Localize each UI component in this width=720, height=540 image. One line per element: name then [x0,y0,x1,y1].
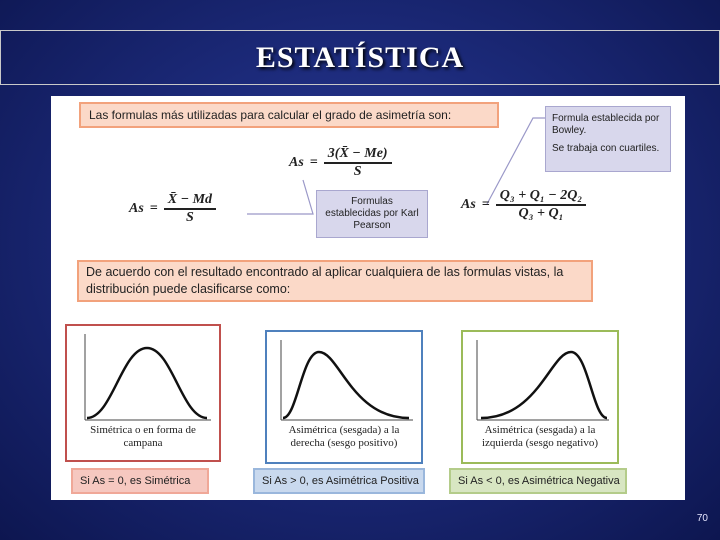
panel-negative-skew [461,330,619,464]
panel-symmetric [65,324,221,462]
formula-bowley: As = $\frac{\text{Q₃ + Q₁ − 2Q₂}}{\text{Q₃ + Q₁}}$ [461,188,586,222]
formula-pearson-2: As = $\frac{X̄ - Md}{S}$ [129,192,216,226]
formula-denominator: S [353,164,362,179]
panel-positive-skew [265,330,423,464]
panel-caption: Asimétrica (sesgada) a la izquierda (sesgo negativo) [481,424,599,449]
formula-denominator: S [186,210,194,225]
classification-text: De acuerdo con el resultado encontrado al aplicar cualquiera de las formulas vistas, la distribución puede clasificarse como: [86,265,564,296]
slide-content [51,96,685,500]
bowley-note-line1: Formula establecida por Bowley. [552,113,660,136]
tag-text: Si As > 0, es Asimétrica Positiva [262,475,419,487]
classification-box [77,260,593,302]
page-number: 70 [696,513,708,524]
page-title: ESTATÍSTICA [255,40,465,74]
tag-positive [253,468,425,494]
formula-lhs: As [289,155,304,170]
formula-denominator: Q₃ + Q₁ [518,206,564,221]
formula-lhs: As [129,201,144,216]
formula-numerator: 3(X̄ − Me) [324,146,392,164]
formula-pearson-1: As = $\frac{3(X̄ - Me)}{S}$ [289,146,392,180]
bowley-note-line2: Se trabaja con cuartiles. [552,143,660,154]
pearson-note [316,190,428,238]
formula-numerator: Q₃ + Q₁ − 2Q₂ [496,188,586,206]
bowley-note [545,106,671,172]
tag-negative [449,468,627,494]
formula-lhs: As [461,197,476,212]
pearson-connector [247,180,313,214]
intro-text: Las formulas más utilizadas para calcular el grado de asimetría son: [89,108,452,122]
tag-text: Si As = 0, es Simétrica [80,475,191,487]
formula-numerator: X̄ − Md [164,192,216,210]
title-bar [0,30,720,85]
panel-caption: Asimétrica (sesgada) a la derecha (sesgo positivo) [288,424,400,449]
tag-text: Si As < 0, es Asimétrica Negativa [458,475,620,487]
panel-caption: Simétrica o en forma de campana [90,424,196,449]
pearson-note-text: Formulas establecidas por Karl Pearson [325,196,419,231]
tag-symmetric [71,468,209,494]
